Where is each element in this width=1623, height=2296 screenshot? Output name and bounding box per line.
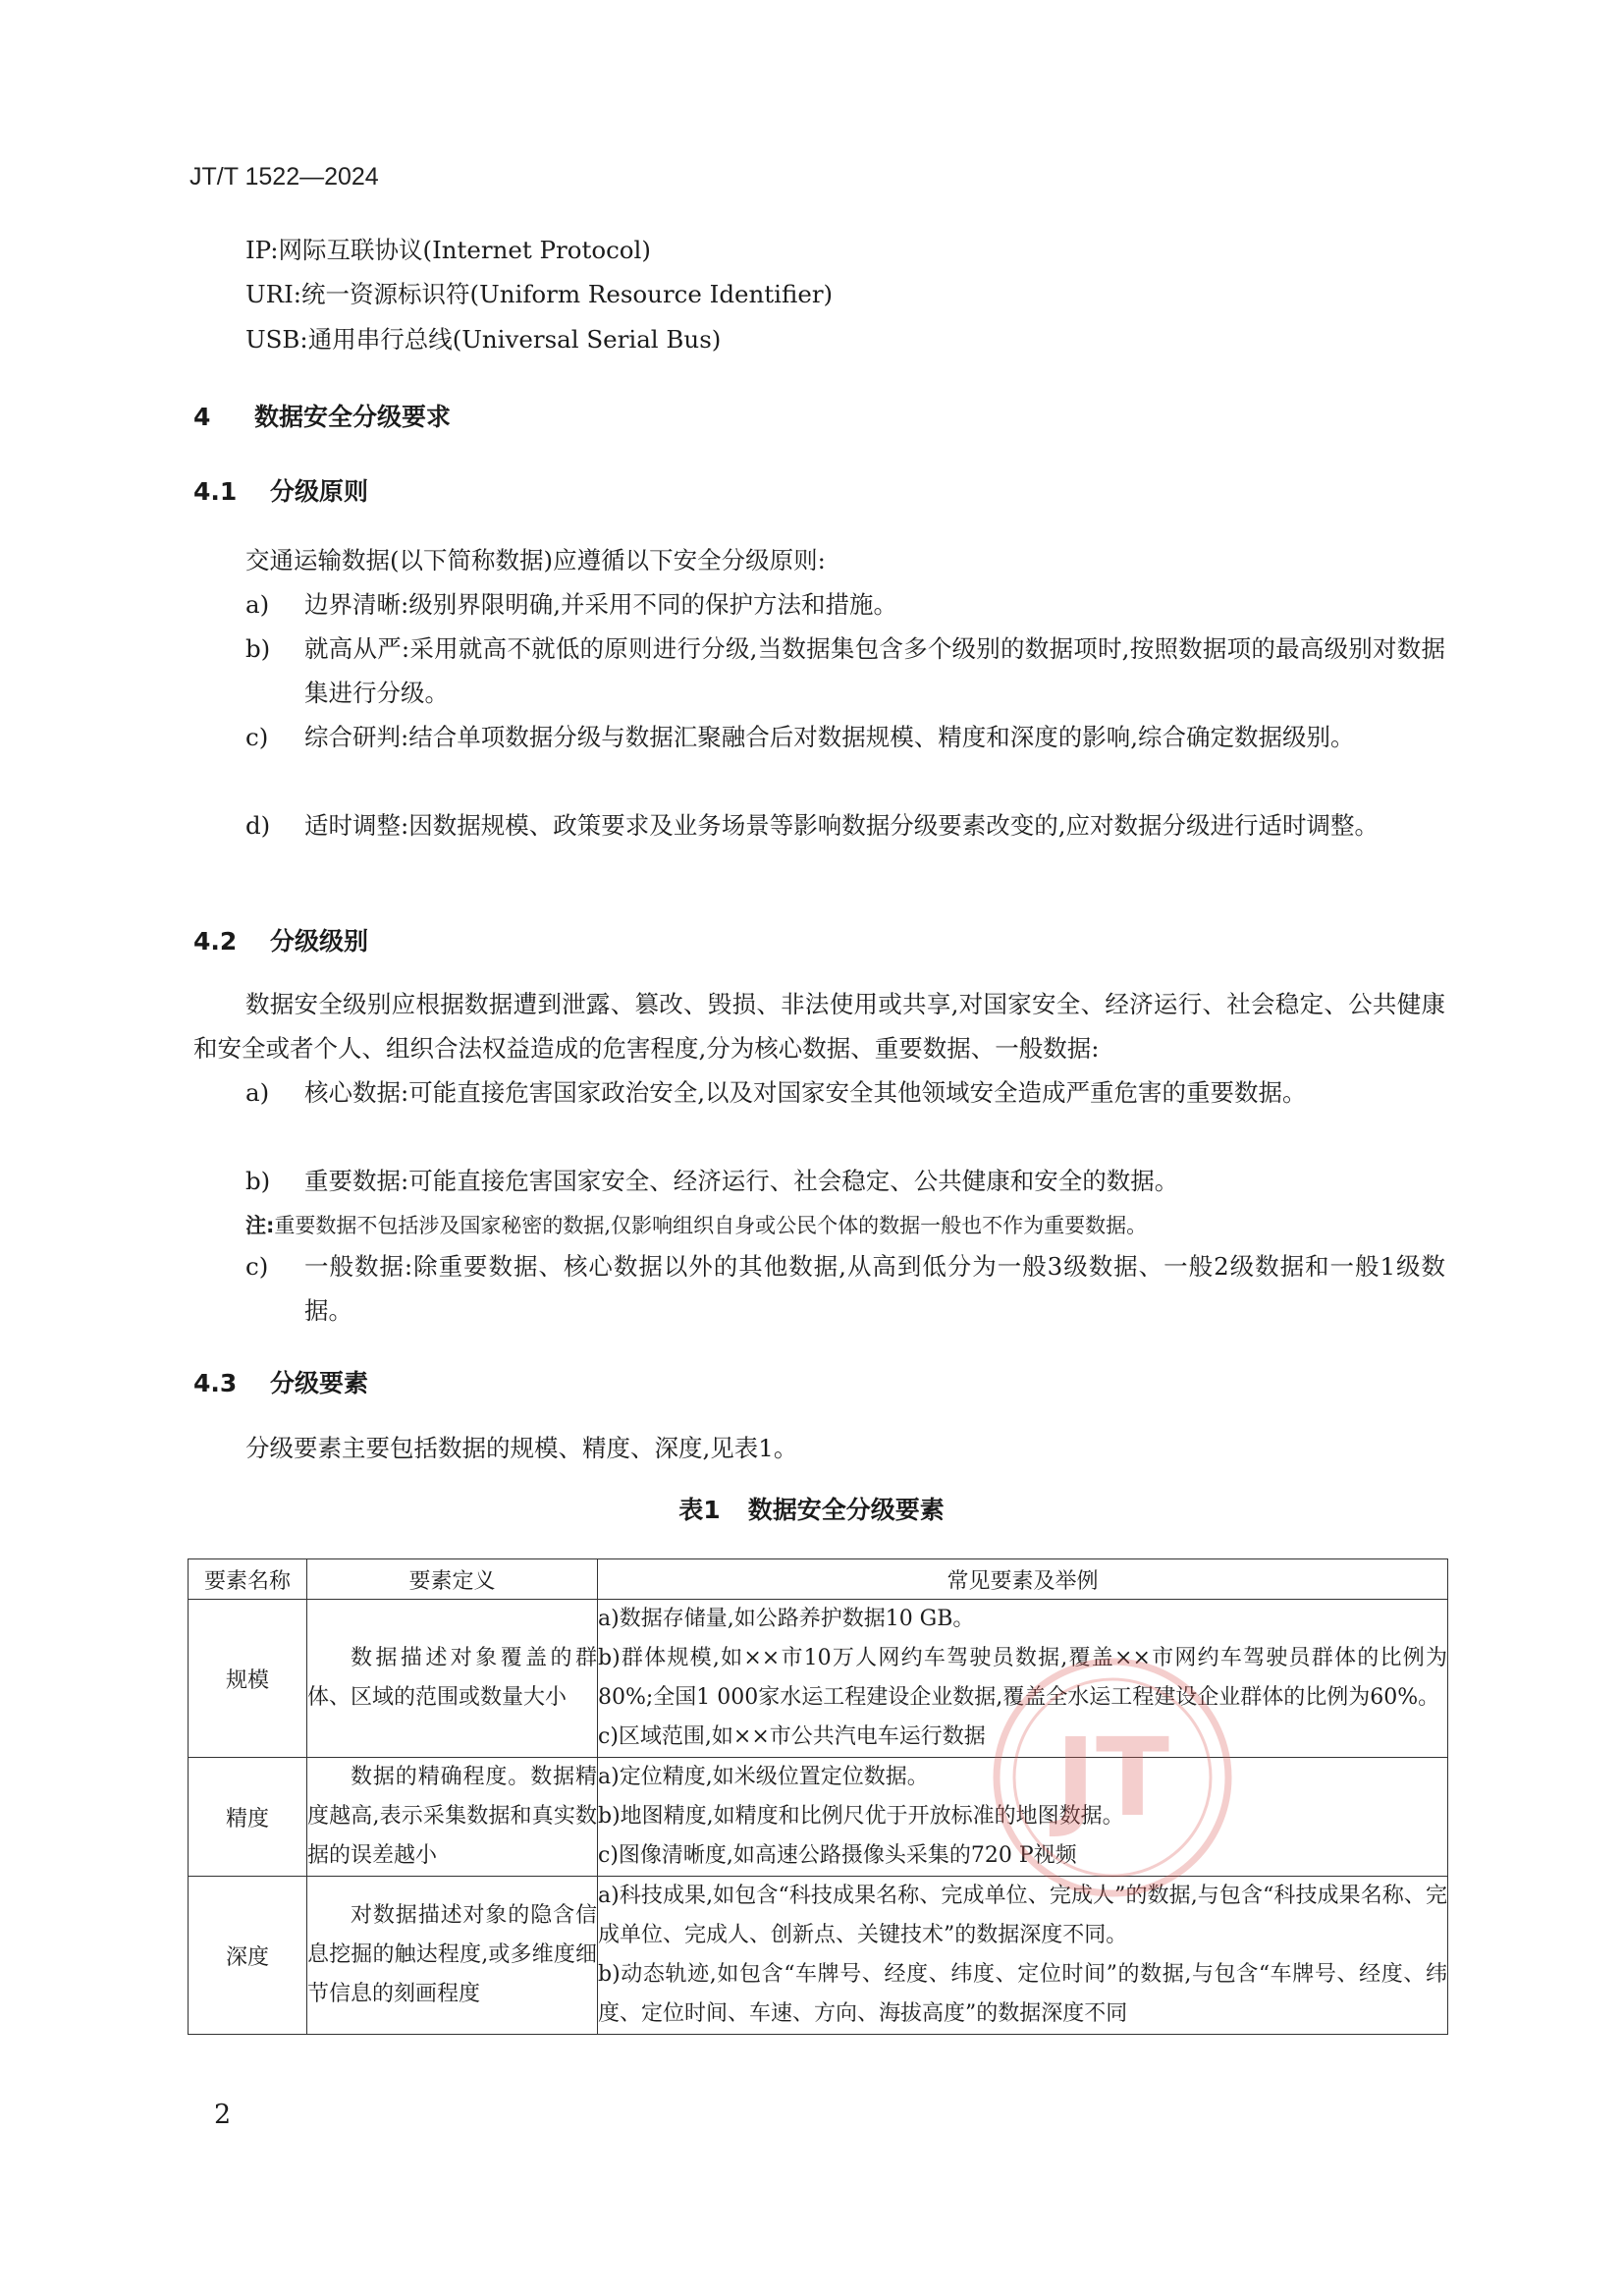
element-name: 精度 bbox=[189, 1758, 307, 1877]
abbreviation-uri: URI:统一资源标识符(Uniform Resource Identifier) bbox=[245, 280, 834, 308]
list-text: 一般数据:除重要数据、核心数据以外的其他数据,从高到低分为一般3级数据、一般2级数据和一般1级数据。 bbox=[304, 1252, 1445, 1325]
list-marker: c) bbox=[245, 1252, 269, 1281]
note-important-data bbox=[245, 1210, 1147, 1239]
list-item-4-2-a bbox=[245, 1070, 1445, 1115]
section-title: 分级要素 bbox=[270, 1369, 369, 1397]
list-marker: a) bbox=[245, 1078, 270, 1107]
list-marker: c) bbox=[245, 723, 269, 751]
list-item-4-1-d bbox=[245, 803, 1445, 847]
element-definition: 数据描述对象覆盖的群体、区域的范围或数量大小 bbox=[307, 1600, 598, 1758]
section-title: 数据安全分级要求 bbox=[254, 403, 452, 431]
paragraph-4-2-intro: 数据安全级别应根据数据遭到泄露、篡改、毁损、非法使用或共享,对国家安全、经济运行、社会稳定、公共健康和安全或者个人、组织合法权益造成的危害程度,分为核心数据、重要数据、一般数据: bbox=[193, 990, 1445, 1063]
list-marker: a) bbox=[245, 590, 270, 619]
header-common-examples: 常见要素及举例 bbox=[598, 1559, 1448, 1600]
jt-watermark-stamp bbox=[985, 1650, 1240, 1905]
element-definition: 对数据描述对象的隐含信息挖掘的触达程度,或多维度细节信息的刻画程度 bbox=[307, 1877, 598, 2035]
element-name: 规模 bbox=[189, 1600, 307, 1758]
section-4-1-heading bbox=[193, 472, 368, 508]
page-number: 2 bbox=[214, 2100, 232, 2130]
element-name: 深度 bbox=[189, 1877, 307, 2035]
example-item: a)定位精度,如米级位置定位数据。 bbox=[598, 1765, 929, 1789]
example-item: a)数据存储量,如公路养护数据10 GB。 bbox=[598, 1607, 975, 1631]
paragraph-4-1-intro: 交通运输数据(以下简称数据)应遵循以下安全分级原则: bbox=[245, 546, 826, 574]
list-text: 适时调整:因数据规模、政策要求及业务场景等影响数据分级要素改变的,应对数据分级进行适时调整。 bbox=[304, 811, 1380, 840]
standard-code: JT/T 1522—2024 bbox=[189, 163, 379, 191]
element-definition: 数据的精确程度。数据精度越高,表示采集数据和真实数据的误差越小 bbox=[307, 1758, 598, 1877]
table-row bbox=[189, 1758, 1448, 1877]
stamp-lettering: JT bbox=[1055, 1715, 1169, 1840]
list-marker: b) bbox=[245, 634, 271, 663]
example-item: a)科技成果,如包含“科技成果名称、完成单位、完成人”的数据,与包含“科技成果名称、完成单位、完成人、创新点、关键技术”的数据深度不同。 bbox=[598, 1884, 1447, 1947]
example-item: c)图像清晰度,如高速公路摄像头采集的720 P视频 bbox=[598, 1843, 1077, 1868]
section-4-2-heading bbox=[193, 922, 368, 957]
section-title: 分级原则 bbox=[270, 477, 369, 506]
section-number: 4.1 bbox=[193, 477, 238, 506]
example-item: c)区域范围,如××市公共汽电车运行数据 bbox=[598, 1724, 986, 1749]
note-label: 注: bbox=[245, 1214, 275, 1237]
list-item-4-2-b bbox=[245, 1159, 1445, 1203]
example-item: b)群体规模,如××市10万人网约车驾驶员数据,覆盖××市网约车驾驶员群体的比例为80%;全国1 000家水运工程建设企业数据,覆盖全水运工程建设企业群体的比例为60%。 bbox=[598, 1646, 1447, 1710]
section-number: 4 bbox=[193, 403, 211, 431]
list-text: 核心数据:可能直接危害国家政治安全,以及对国家安全其他领域安全造成严重危害的重要数据。 bbox=[304, 1078, 1307, 1107]
section-4-3-heading bbox=[193, 1364, 368, 1399]
list-text: 重要数据:可能直接危害国家安全、经济运行、社会稳定、公共健康和安全的数据。 bbox=[304, 1167, 1179, 1195]
header-element-definition: 要素定义 bbox=[307, 1559, 598, 1600]
section-4-heading bbox=[193, 398, 451, 433]
table-caption-number: 表1 bbox=[678, 1496, 721, 1524]
list-text: 综合研判:结合单项数据分级与数据汇聚融合后对数据规模、精度和深度的影响,综合确定数据级别。 bbox=[304, 723, 1355, 751]
table-caption bbox=[0, 1491, 1623, 1526]
table-row bbox=[189, 1877, 1448, 2035]
abbreviation-usb: USB:通用串行总线(Universal Serial Bus) bbox=[245, 325, 722, 354]
list-item-4-1-c bbox=[245, 715, 1445, 759]
list-item-4-2-c bbox=[245, 1244, 1445, 1333]
table-row bbox=[189, 1600, 1448, 1758]
list-text: 就高从严:采用就高不就低的原则进行分级,当数据集包含多个级别的数据项时,按照数据项的最高级别对数据集进行分级。 bbox=[304, 634, 1445, 707]
list-marker: d) bbox=[245, 811, 271, 840]
example-item: b)动态轨迹,如包含“车牌号、经度、纬度、定位时间”的数据,与包含“车牌号、经度、纬度、定位时间、车速、方向、海拔高度”的数据深度不同 bbox=[598, 1962, 1447, 2026]
table-header-row bbox=[189, 1559, 1448, 1600]
example-item: b)地图精度,如精度和比例尺优于开放标准的地图数据。 bbox=[598, 1804, 1124, 1829]
list-marker: b) bbox=[245, 1167, 271, 1195]
grading-elements-table bbox=[188, 1558, 1448, 2035]
header-element-name: 要素名称 bbox=[189, 1559, 307, 1600]
section-number: 4.3 bbox=[193, 1369, 238, 1397]
table-caption-title: 数据安全分级要素 bbox=[747, 1496, 945, 1524]
paragraph-4-3-intro: 分级要素主要包括数据的规模、精度、深度,见表1。 bbox=[245, 1434, 798, 1462]
list-item-4-1-b bbox=[245, 627, 1445, 715]
section-number: 4.2 bbox=[193, 927, 238, 956]
section-title: 分级级别 bbox=[270, 927, 369, 956]
abbreviation-ip: IP:网际互联协议(Internet Protocol) bbox=[245, 236, 651, 264]
list-text: 边界清晰:级别界限明确,并采用不同的保护方法和措施。 bbox=[304, 590, 898, 619]
note-text: 重要数据不包括涉及国家秘密的数据,仅影响组织自身或公民个体的数据一般也不作为重要数据。 bbox=[274, 1214, 1148, 1237]
list-item-4-1-a bbox=[245, 582, 1445, 627]
